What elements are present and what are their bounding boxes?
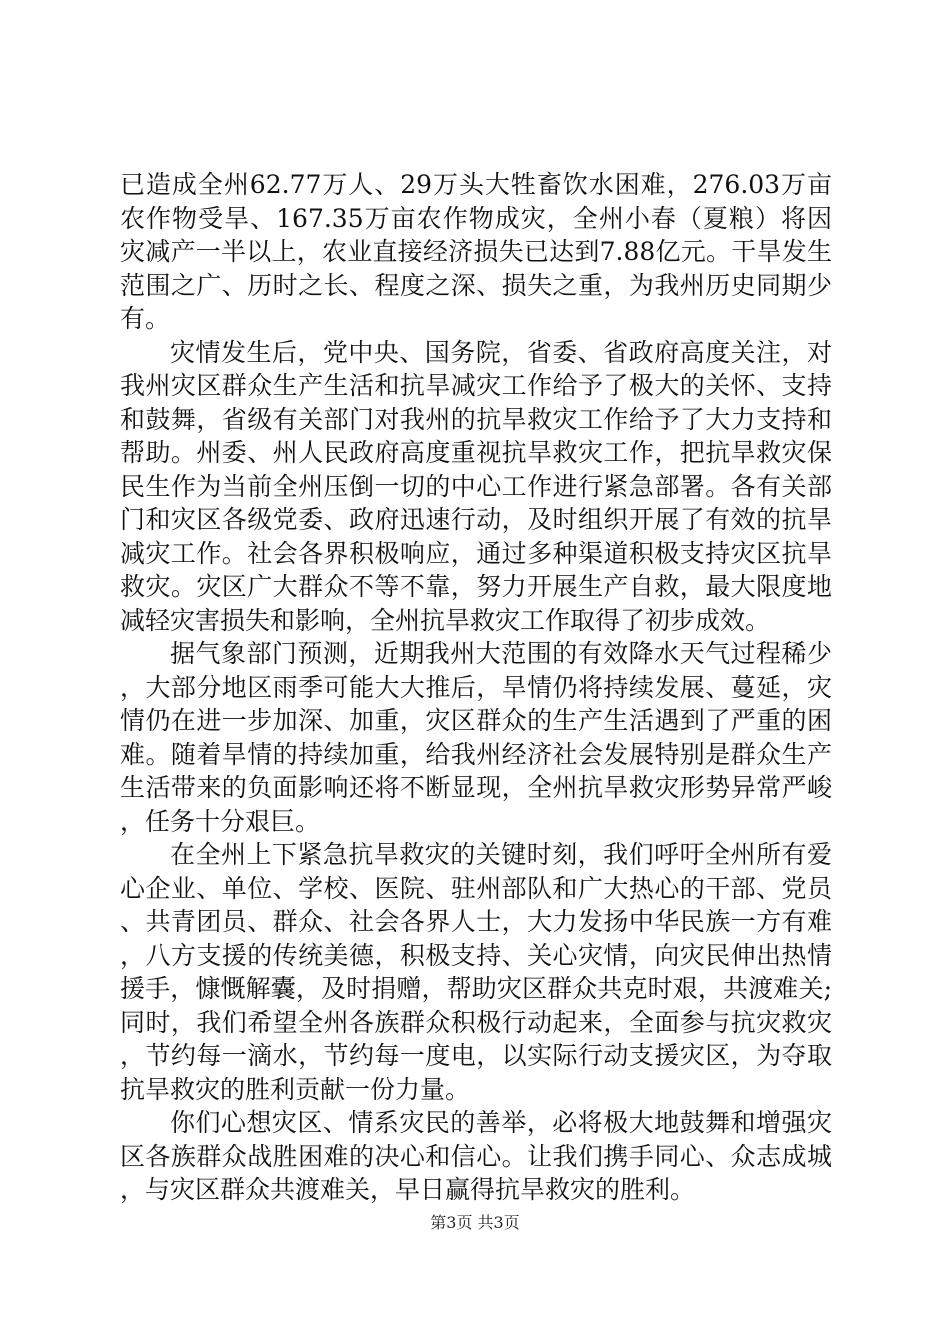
paragraph-forecast: 据气象部门预测，近期我州大范围的有效降水天气过程稀少，大部分地区雨季可能大大推后，旱情仍将持续发展、蔓延，灾情仍在进一步加深、加重，灾区群众的生产生活遇到了严重的困难。随着旱情的持续加重，给我州经济社会发展特别是群众生产生活带来的负面影响还将不断显现，全州抗旱救灾形势异常严峻，任务十分艰巨。 bbox=[120, 639, 832, 836]
paragraph-closing: 你们心想灾区、情系灾民的善举，必将极大地鼓舞和增强灾区各族群众战胜困难的决心和信心。让我们携手同心、众志成城，与灾区群众共渡难关，早日赢得抗旱救灾的胜利。 bbox=[120, 1108, 832, 1204]
paragraph-appeal: 在全州上下紧急抗旱救灾的关键时刻，我们呼吁全州所有爱心企业、单位、学校、医院、驻州部队和广大热心的干部、党员、共青团员、群众、社会各界人士，大力发扬中华民族一方有难，八方支援的传统美德，积极支持、关心灾情，向灾民伸出热情援手，慷慨解囊，及时捐赠，帮助灾区群众共克时艰，共渡难关;同时，我们希望全州各族群众积极行动起来，全面参与抗灾救灾，节约每一滴水，节约每一度电，以实际行动支援灾区，为夺取抗旱救灾的胜利贡献一份力量。 bbox=[120, 840, 832, 1104]
document-body bbox=[120, 168, 832, 1207]
paragraph-drought-losses: 已造成全州62.77万人、29万头大牲畜饮水困难，276.03万亩农作物受旱、167.35万亩农作物成灾，全州小春（夏粮）将因灾减产一半以上，农业直接经济损失已达到7.88亿元。干旱发生范围之广、历时之长、程度之深、损失之重，为我州历史同期少有。 bbox=[120, 170, 832, 333]
page-number-footer: 第3页 共3页 bbox=[430, 1213, 520, 1232]
paragraph-response-efforts: 灾情发生后，党中央、国务院，省委、省政府高度关注，对我州灾区群众生产生活和抗旱减灾工作给予了极大的关怀、支持和鼓舞，省级有关部门对我州的抗旱救灾工作给予了大力支持和帮助。州委、州人民政府高度重视抗旱救灾工作，把抗旱救灾保民生作为当前全州压倒一切的中心工作进行紧急部署。各有关部门和灾区各级党委、政府迅速行动，及时组织开展了有效的抗旱减灾工作。社会各界积极响应，通过多种渠道积极支持灾区抗旱救灾。灾区广大群众不等不靠，努力开展生产自救，最大限度地减轻灾害损失和影响，全州抗旱救灾工作取得了初步成效。 bbox=[120, 337, 832, 635]
